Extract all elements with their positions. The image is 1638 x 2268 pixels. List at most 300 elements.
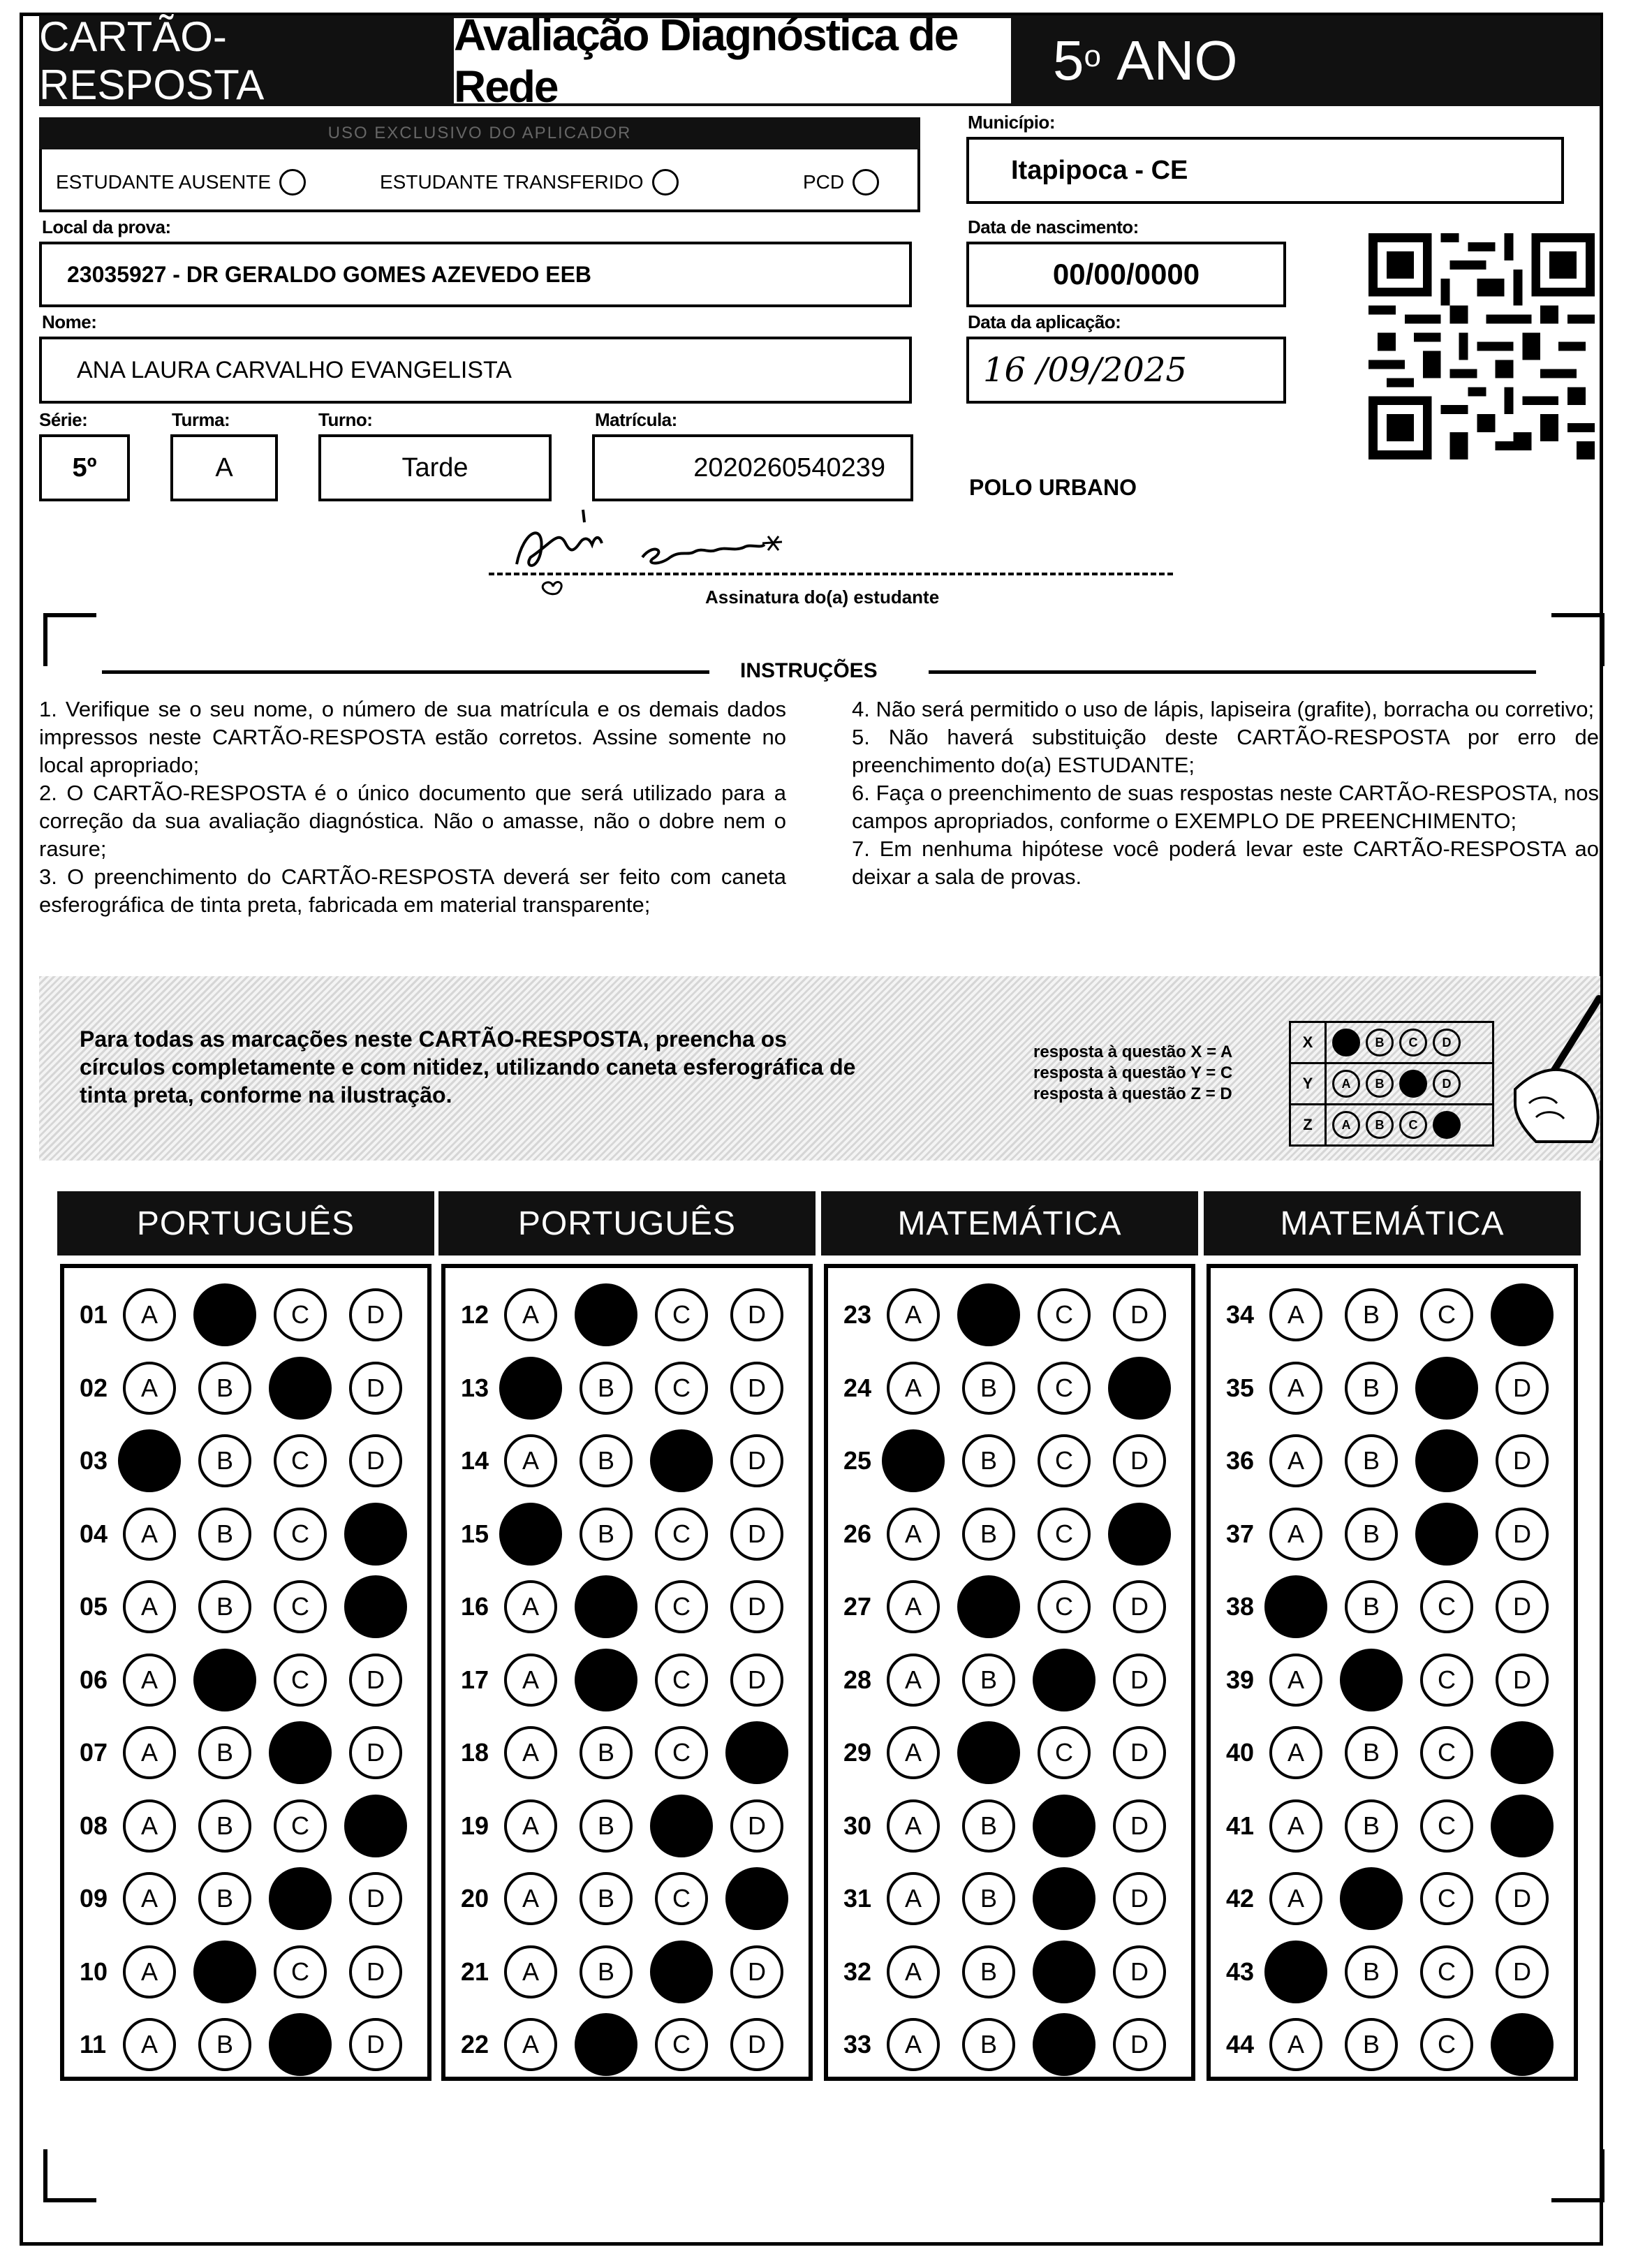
answer-bubble-c[interactable]: C: [655, 1362, 708, 1415]
example-legend-x: resposta à questão X = A: [1033, 1043, 1233, 1061]
question-row: [843, 1721, 1188, 1784]
question-number: 06: [80, 1665, 108, 1694]
answer-bubble-b[interactable]: B: [198, 1508, 251, 1561]
answer-bubble-c[interactable]: [1033, 1867, 1095, 1930]
question-number: 30: [843, 1811, 872, 1840]
example-bubble: D: [1433, 1070, 1461, 1098]
question-number: 10: [80, 1957, 108, 1986]
answer-bubble-a[interactable]: A: [887, 1362, 940, 1415]
answer-bubble-c[interactable]: C: [1038, 1288, 1091, 1341]
answer-column: [60, 1264, 431, 2081]
answer-bubble-a[interactable]: [1264, 1575, 1327, 1638]
pcd-option[interactable]: [803, 169, 879, 196]
answer-bubble-b[interactable]: [1340, 1867, 1403, 1930]
answer-bubble-a[interactable]: A: [504, 1434, 557, 1487]
instruction-5: 5. Não haverá substituição deste CARTÃO-RESPOSTA por erro de preenchimento do(a) ESTUDANTE;: [852, 725, 1599, 777]
example-grid: [1289, 1021, 1494, 1147]
answer-bubble-c[interactable]: [269, 2013, 332, 2076]
question-row: [461, 1283, 806, 1346]
question-number: 18: [461, 1738, 489, 1767]
instruction-6: 6. Faça o preenchimento de suas respostas neste CARTÃO-RESPOSTA, nos campos apropriados, conforme o EXEMPLO DE PREENCHIMENTO;: [852, 781, 1599, 833]
answer-bubble-a[interactable]: A: [504, 1288, 557, 1341]
serie-label: Série:: [39, 409, 88, 430]
question-number: 11: [80, 2030, 107, 2059]
question-row: [461, 1867, 806, 1930]
turma-field: [170, 434, 278, 501]
serie-field: [39, 434, 130, 501]
answer-bubble-a[interactable]: A: [887, 1872, 940, 1925]
answer-bubble-c[interactable]: [1033, 1795, 1095, 1857]
answer-bubble-b[interactable]: B: [1345, 1945, 1398, 1998]
answer-bubble-a[interactable]: [118, 1429, 181, 1492]
instructions-right: [852, 695, 1599, 891]
answer-bubble-a[interactable]: A: [123, 2018, 176, 2071]
answer-bubble-a[interactable]: A: [887, 1654, 940, 1707]
answer-bubble-d[interactable]: D: [349, 1288, 402, 1341]
answer-bubble-d[interactable]: D: [1496, 1508, 1549, 1561]
question-number: 35: [1226, 1373, 1255, 1402]
answer-bubble-d[interactable]: D: [1113, 1434, 1166, 1487]
answer-bubble-c[interactable]: C: [655, 1580, 708, 1633]
answer-bubble-c[interactable]: C: [655, 2018, 708, 2071]
answer-bubble-a[interactable]: A: [123, 1288, 176, 1341]
answer-bubble-b[interactable]: B: [198, 1362, 251, 1415]
corner-mark-bottom-left: [43, 2149, 96, 2202]
answer-bubble-d[interactable]: D: [349, 1434, 402, 1487]
question-number: 09: [80, 1884, 108, 1913]
question-row: [1226, 1867, 1571, 1930]
example-bubble: D: [1433, 1029, 1461, 1056]
answer-bubble-d[interactable]: [1108, 1503, 1171, 1566]
answer-bubble-d[interactable]: [1491, 2013, 1554, 2076]
answer-bubble-c[interactable]: C: [1420, 1945, 1473, 1998]
answer-bubble-c[interactable]: C: [274, 1508, 327, 1561]
question-row: [80, 1283, 425, 1346]
instructions-rule-right: [929, 670, 1536, 674]
answer-bubble-d[interactable]: D: [1496, 1945, 1549, 1998]
answer-bubble-c[interactable]: C: [1038, 1362, 1091, 1415]
aplicador-box: [39, 149, 920, 212]
answer-bubble-a[interactable]: A: [1269, 1799, 1322, 1853]
question-row: [80, 1795, 425, 1857]
question-number: 25: [843, 1446, 872, 1475]
answer-bubble-b[interactable]: B: [1345, 1726, 1398, 1779]
question-row: [80, 1941, 425, 2003]
question-row: [843, 1867, 1188, 1930]
answer-bubble-b[interactable]: B: [198, 1580, 251, 1633]
answer-bubble-c[interactable]: C: [655, 1654, 708, 1707]
answer-bubble-d[interactable]: D: [1113, 1288, 1166, 1341]
answer-bubble-c[interactable]: C: [1420, 1872, 1473, 1925]
answer-bubble-a[interactable]: A: [504, 1654, 557, 1707]
signature-line: [489, 573, 1173, 575]
answer-bubble-c[interactable]: [650, 1941, 713, 2003]
answer-bubble-d[interactable]: D: [349, 1654, 402, 1707]
answer-bubble-c[interactable]: C: [274, 1434, 327, 1487]
transferido-bubble[interactable]: [652, 169, 679, 196]
question-number: 03: [80, 1446, 108, 1475]
answer-bubble-c[interactable]: [269, 1721, 332, 1784]
local-value: 23035927 - DR GERALDO GOMES AZEVEDO EEB: [67, 261, 592, 287]
question-row: [461, 1649, 806, 1711]
answer-bubble-a[interactable]: A: [123, 1362, 176, 1415]
nascimento-field: [966, 242, 1286, 307]
question-row: [80, 1429, 425, 1492]
answer-bubble-a[interactable]: A: [123, 1726, 176, 1779]
question-number: 23: [843, 1300, 872, 1329]
example-row: [1289, 1062, 1494, 1103]
answer-bubble-c[interactable]: C: [655, 1872, 708, 1925]
answer-bubble-c[interactable]: C: [1038, 1434, 1091, 1487]
answer-bubble-c[interactable]: C: [1038, 1726, 1091, 1779]
subject-header: MATEMÁTICA: [821, 1191, 1198, 1256]
answer-bubble-c[interactable]: C: [1420, 1726, 1473, 1779]
example-legend-z: resposta à questão Z = D: [1033, 1084, 1232, 1103]
answer-bubble-b[interactable]: [575, 2013, 637, 2076]
question-row: [461, 1429, 806, 1492]
answer-bubble-b[interactable]: [193, 1941, 256, 2003]
answer-bubble-a[interactable]: A: [123, 1508, 176, 1561]
answer-bubble-c[interactable]: C: [655, 1288, 708, 1341]
answer-bubble-c[interactable]: C: [655, 1726, 708, 1779]
answer-bubble-a[interactable]: A: [504, 1799, 557, 1853]
question-number: 27: [843, 1592, 872, 1621]
answer-bubble-a[interactable]: A: [887, 2018, 940, 2071]
answer-bubble-b[interactable]: [1340, 1649, 1403, 1711]
answer-bubble-d[interactable]: [344, 1795, 407, 1857]
answer-bubble-b[interactable]: B: [962, 1362, 1015, 1415]
answer-bubble-b[interactable]: B: [962, 1872, 1015, 1925]
answer-bubble-c[interactable]: [1033, 2013, 1095, 2076]
answer-bubble-d[interactable]: D: [1113, 1799, 1166, 1853]
example-bubble: C: [1399, 1111, 1427, 1139]
answer-bubble-b[interactable]: B: [198, 1799, 251, 1853]
example-legend-y: resposta à questão Y = C: [1033, 1063, 1233, 1082]
answer-bubble-c[interactable]: [1033, 1941, 1095, 2003]
question-row: [80, 1649, 425, 1711]
serie-value: 5º: [72, 452, 97, 483]
question-row: [1226, 1649, 1571, 1711]
question-row: [461, 1357, 806, 1420]
answer-bubble-b[interactable]: [575, 1283, 637, 1346]
answer-bubble-a[interactable]: A: [504, 2018, 557, 2071]
answer-bubble-b[interactable]: B: [962, 1654, 1015, 1707]
question-row: [80, 1503, 425, 1566]
answer-bubble-a[interactable]: A: [887, 1580, 940, 1633]
answer-bubble-c[interactable]: C: [274, 1799, 327, 1853]
answer-bubble-d[interactable]: D: [1113, 1654, 1166, 1707]
turno-field: [318, 434, 552, 501]
answer-bubble-b[interactable]: [957, 1575, 1020, 1638]
answer-bubble-d[interactable]: D: [730, 1288, 783, 1341]
answer-bubble-a[interactable]: A: [123, 1872, 176, 1925]
answer-bubble-b[interactable]: [575, 1575, 637, 1638]
answer-bubble-d[interactable]: [725, 1867, 788, 1930]
turno-value: Tarde: [401, 452, 468, 483]
answer-bubble-a[interactable]: A: [887, 1799, 940, 1853]
answer-bubble-b[interactable]: B: [962, 1508, 1015, 1561]
answer-bubble-b[interactable]: B: [198, 2018, 251, 2071]
answer-bubble-b[interactable]: B: [580, 1726, 633, 1779]
nascimento-label: Data de nascimento:: [968, 216, 1139, 237]
answer-bubble-b[interactable]: [957, 1721, 1020, 1784]
answer-bubble-a[interactable]: A: [504, 1945, 557, 1998]
answer-bubble-b[interactable]: B: [1345, 1508, 1398, 1561]
answer-bubble-d[interactable]: D: [1113, 1726, 1166, 1779]
answer-bubble-d[interactable]: D: [1113, 1872, 1166, 1925]
answer-bubble-d[interactable]: D: [730, 1362, 783, 1415]
transferido-option[interactable]: [380, 169, 679, 196]
question-number: 01: [80, 1300, 108, 1329]
example-bubble: [1399, 1070, 1427, 1098]
answer-bubble-a[interactable]: A: [123, 1654, 176, 1707]
answer-bubble-b[interactable]: B: [1345, 1580, 1398, 1633]
answer-bubble-a[interactable]: A: [1269, 1654, 1322, 1707]
answer-bubble-a[interactable]: [882, 1429, 945, 1492]
question-row: [461, 1941, 806, 2003]
nome-field: [39, 337, 912, 404]
answer-bubble-a[interactable]: A: [1269, 1508, 1322, 1561]
answer-bubble-d[interactable]: D: [349, 2018, 402, 2071]
answer-column: [441, 1264, 813, 2081]
answer-bubble-b[interactable]: B: [580, 1508, 633, 1561]
ausente-bubble[interactable]: [279, 169, 306, 196]
answer-bubble-a[interactable]: A: [1269, 1726, 1322, 1779]
answer-bubble-a[interactable]: A: [123, 1580, 176, 1633]
answer-bubble-a[interactable]: [499, 1503, 562, 1566]
answer-bubble-a[interactable]: A: [1269, 1362, 1322, 1415]
answer-bubble-c[interactable]: [269, 1867, 332, 1930]
question-row: [843, 1283, 1188, 1346]
answer-bubble-c[interactable]: C: [274, 1580, 327, 1633]
answer-bubble-d[interactable]: D: [730, 1580, 783, 1633]
matricula-label: Matrícula:: [595, 409, 677, 430]
question-row: [843, 1575, 1188, 1638]
answer-bubble-b[interactable]: B: [1345, 1434, 1398, 1487]
example-bubble: [1433, 1111, 1461, 1139]
grade-ordinal: o: [1084, 39, 1101, 73]
example-bubble: B: [1366, 1111, 1394, 1139]
signature-caption: Assinatura do(a) estudante: [705, 587, 940, 608]
subject-header: PORTUGUÊS: [57, 1191, 434, 1256]
answer-bubble-d[interactable]: D: [349, 1362, 402, 1415]
local-label: Local da prova:: [42, 216, 171, 237]
question-row: [461, 1721, 806, 1784]
answer-bubble-c[interactable]: C: [274, 1288, 327, 1341]
answer-bubble-b[interactable]: B: [962, 1945, 1015, 1998]
question-number: 37: [1226, 1519, 1255, 1548]
answer-bubble-d[interactable]: [344, 1503, 407, 1566]
answer-bubble-d[interactable]: D: [1496, 1580, 1549, 1633]
corner-mark-bottom-right: [1551, 2149, 1604, 2202]
question-row: [461, 2013, 806, 2076]
question-number: 08: [80, 1811, 108, 1840]
example-bubble: A: [1332, 1070, 1360, 1098]
question-row: [80, 1867, 425, 1930]
pen-hand-icon: [1487, 992, 1606, 1145]
answer-bubble-d[interactable]: D: [349, 1726, 402, 1779]
answer-bubble-c[interactable]: C: [655, 1508, 708, 1561]
answer-bubble-c[interactable]: C: [1420, 1799, 1473, 1853]
local-field: [39, 242, 912, 307]
answer-bubble-b[interactable]: B: [1345, 1799, 1398, 1853]
question-number: 13: [461, 1373, 489, 1402]
question-row: [1226, 1721, 1571, 1784]
answer-bubble-d[interactable]: D: [349, 1945, 402, 1998]
question-row: [1226, 1357, 1571, 1420]
answer-bubble-a[interactable]: A: [887, 1508, 940, 1561]
answer-bubble-a[interactable]: [499, 1357, 562, 1420]
question-row: [843, 1429, 1188, 1492]
question-number: 20: [461, 1884, 489, 1913]
question-row: [80, 2013, 425, 2076]
answer-bubble-a[interactable]: A: [1269, 1872, 1322, 1925]
answer-bubble-d[interactable]: [1108, 1357, 1171, 1420]
answer-bubble-c[interactable]: C: [274, 1945, 327, 1998]
answer-column: [824, 1264, 1195, 2081]
question-number: 38: [1226, 1592, 1255, 1621]
answer-bubble-a[interactable]: A: [887, 1288, 940, 1341]
pcd-label: PCD: [803, 171, 845, 193]
answer-bubble-b[interactable]: B: [580, 1945, 633, 1998]
answer-bubble-d[interactable]: D: [1113, 1945, 1166, 1998]
answer-bubble-d[interactable]: D: [1496, 1434, 1549, 1487]
answer-bubble-c[interactable]: C: [1038, 1580, 1091, 1633]
aplicador-title: USO EXCLUSIVO DO APLICADOR: [39, 117, 920, 149]
question-row: [80, 1357, 425, 1420]
answer-bubble-b[interactable]: B: [580, 1434, 633, 1487]
answer-bubble-d[interactable]: D: [349, 1872, 402, 1925]
answer-bubble-d[interactable]: D: [730, 1945, 783, 1998]
answer-bubble-a[interactable]: A: [504, 1580, 557, 1633]
answer-bubble-a[interactable]: A: [123, 1945, 176, 1998]
answer-bubble-b[interactable]: B: [580, 1362, 633, 1415]
matricula-field: [592, 434, 913, 501]
question-number: 41: [1226, 1811, 1255, 1840]
answer-bubble-d[interactable]: D: [1496, 1872, 1549, 1925]
answer-bubble-c[interactable]: [1033, 1649, 1095, 1711]
answer-bubble-c[interactable]: [1415, 1357, 1478, 1420]
answer-bubble-a[interactable]: A: [887, 1945, 940, 1998]
answer-bubble-c[interactable]: [650, 1795, 713, 1857]
example-row: [1289, 1103, 1494, 1147]
answer-bubble-c[interactable]: C: [1420, 2018, 1473, 2071]
example-bubble: B: [1366, 1070, 1394, 1098]
question-number: 40: [1226, 1738, 1255, 1767]
question-row: [1226, 1941, 1571, 2003]
answer-bubble-c[interactable]: C: [1038, 1508, 1091, 1561]
answer-bubble-c[interactable]: [1415, 1503, 1478, 1566]
answer-bubble-a[interactable]: A: [504, 1872, 557, 1925]
question-number: 04: [80, 1519, 108, 1548]
answer-bubble-d[interactable]: [1491, 1283, 1554, 1346]
answer-bubble-b[interactable]: B: [198, 1434, 251, 1487]
answer-bubble-b[interactable]: B: [580, 1872, 633, 1925]
answer-bubble-c[interactable]: C: [1420, 1654, 1473, 1707]
ausente-option[interactable]: [56, 169, 306, 196]
example-row: [1289, 1021, 1494, 1062]
grade-label: ANO: [1116, 29, 1238, 91]
answer-bubble-a[interactable]: A: [1269, 2018, 1322, 2071]
answer-bubble-b[interactable]: B: [1345, 2018, 1398, 2071]
answer-bubble-b[interactable]: [957, 1283, 1020, 1346]
municipio-value: Itapipoca - CE: [1011, 155, 1188, 185]
answer-bubble-a[interactable]: A: [887, 1726, 940, 1779]
answer-bubble-d[interactable]: D: [730, 1799, 783, 1853]
instruction-7: 7. Em nenhuma hipótese você poderá levar este CARTÃO-RESPOSTA ao deixar a sala de provas.: [852, 837, 1599, 889]
answer-bubble-b[interactable]: B: [198, 1872, 251, 1925]
question-row: [461, 1575, 806, 1638]
aplicacao-field[interactable]: [966, 337, 1286, 404]
answer-bubble-d[interactable]: D: [730, 1508, 783, 1561]
answer-bubble-d[interactable]: [1491, 1795, 1554, 1857]
answer-bubble-d[interactable]: [344, 1575, 407, 1638]
answer-bubble-d[interactable]: D: [730, 1654, 783, 1707]
turma-label: Turma:: [172, 409, 230, 430]
answer-bubble-d[interactable]: D: [1496, 1654, 1549, 1707]
answer-bubble-c[interactable]: [269, 1357, 332, 1420]
polo-label: POLO URBANO: [969, 475, 1137, 500]
answer-bubble-c[interactable]: C: [274, 1654, 327, 1707]
instructions-title: INSTRUÇÕES: [740, 659, 878, 682]
answer-bubble-b[interactable]: B: [198, 1726, 251, 1779]
answer-bubble-b[interactable]: B: [962, 1434, 1015, 1487]
answer-bubble-c[interactable]: C: [1420, 1288, 1473, 1341]
answer-bubble-b[interactable]: [193, 1649, 256, 1711]
answer-bubble-d[interactable]: D: [730, 1434, 783, 1487]
question-number: 44: [1226, 2030, 1255, 2059]
answer-bubble-d[interactable]: D: [730, 2018, 783, 2071]
question-row: [461, 1503, 806, 1566]
answer-bubble-b[interactable]: [575, 1649, 637, 1711]
instruction-1: 1. Verifique se o seu nome, o número de sua matrícula e os demais dados impressos neste CARTÃO-RESPOSTA estão corretos. Assine somente no local apropriado;: [39, 697, 786, 777]
question-number: 16: [461, 1592, 489, 1621]
answer-bubble-a[interactable]: A: [1269, 1288, 1322, 1341]
answer-bubble-a[interactable]: A: [1269, 1434, 1322, 1487]
answer-bubble-b[interactable]: [193, 1283, 256, 1346]
answer-bubble-b[interactable]: B: [1345, 1362, 1398, 1415]
question-number: 34: [1226, 1300, 1255, 1329]
answer-bubble-c[interactable]: C: [1420, 1580, 1473, 1633]
question-row: [843, 2013, 1188, 2076]
question-row: [843, 1795, 1188, 1857]
grade-title: [1014, 15, 1600, 106]
aplicacao-value: 16 /09/2025: [983, 351, 1187, 390]
instructions-rule-left: [102, 670, 709, 674]
answer-bubble-b[interactable]: B: [1345, 1288, 1398, 1341]
answer-bubble-d[interactable]: D: [1113, 1580, 1166, 1633]
answer-bubble-a[interactable]: A: [123, 1799, 176, 1853]
answer-bubble-a[interactable]: [1264, 1941, 1327, 2003]
answer-bubble-a[interactable]: A: [504, 1726, 557, 1779]
turma-value: A: [215, 452, 233, 483]
answer-bubble-d[interactable]: [725, 1721, 788, 1784]
nome-value: ANA LAURA CARVALHO EVANGELISTA: [77, 356, 512, 383]
answer-bubble-d[interactable]: D: [1496, 1362, 1549, 1415]
example-bubble: B: [1366, 1029, 1394, 1056]
answer-bubble-c[interactable]: [650, 1429, 713, 1492]
answer-bubble-d[interactable]: D: [1113, 2018, 1166, 2071]
answer-bubble-c[interactable]: [1415, 1429, 1478, 1492]
answer-bubble-b[interactable]: B: [962, 1799, 1015, 1853]
question-number: 07: [80, 1738, 108, 1767]
subject-header: MATEMÁTICA: [1204, 1191, 1581, 1256]
answer-bubble-d[interactable]: [1491, 1721, 1554, 1784]
example-text: Para todas as marcações neste CARTÃO-RESPOSTA, preencha os círculos completamente e com nitidez, utilizando caneta esferográfica de tinta preta, conforme na ilustração.: [80, 1026, 856, 1107]
answer-bubble-b[interactable]: B: [580, 1799, 633, 1853]
pcd-bubble[interactable]: [853, 169, 879, 196]
answer-bubble-b[interactable]: B: [962, 2018, 1015, 2071]
